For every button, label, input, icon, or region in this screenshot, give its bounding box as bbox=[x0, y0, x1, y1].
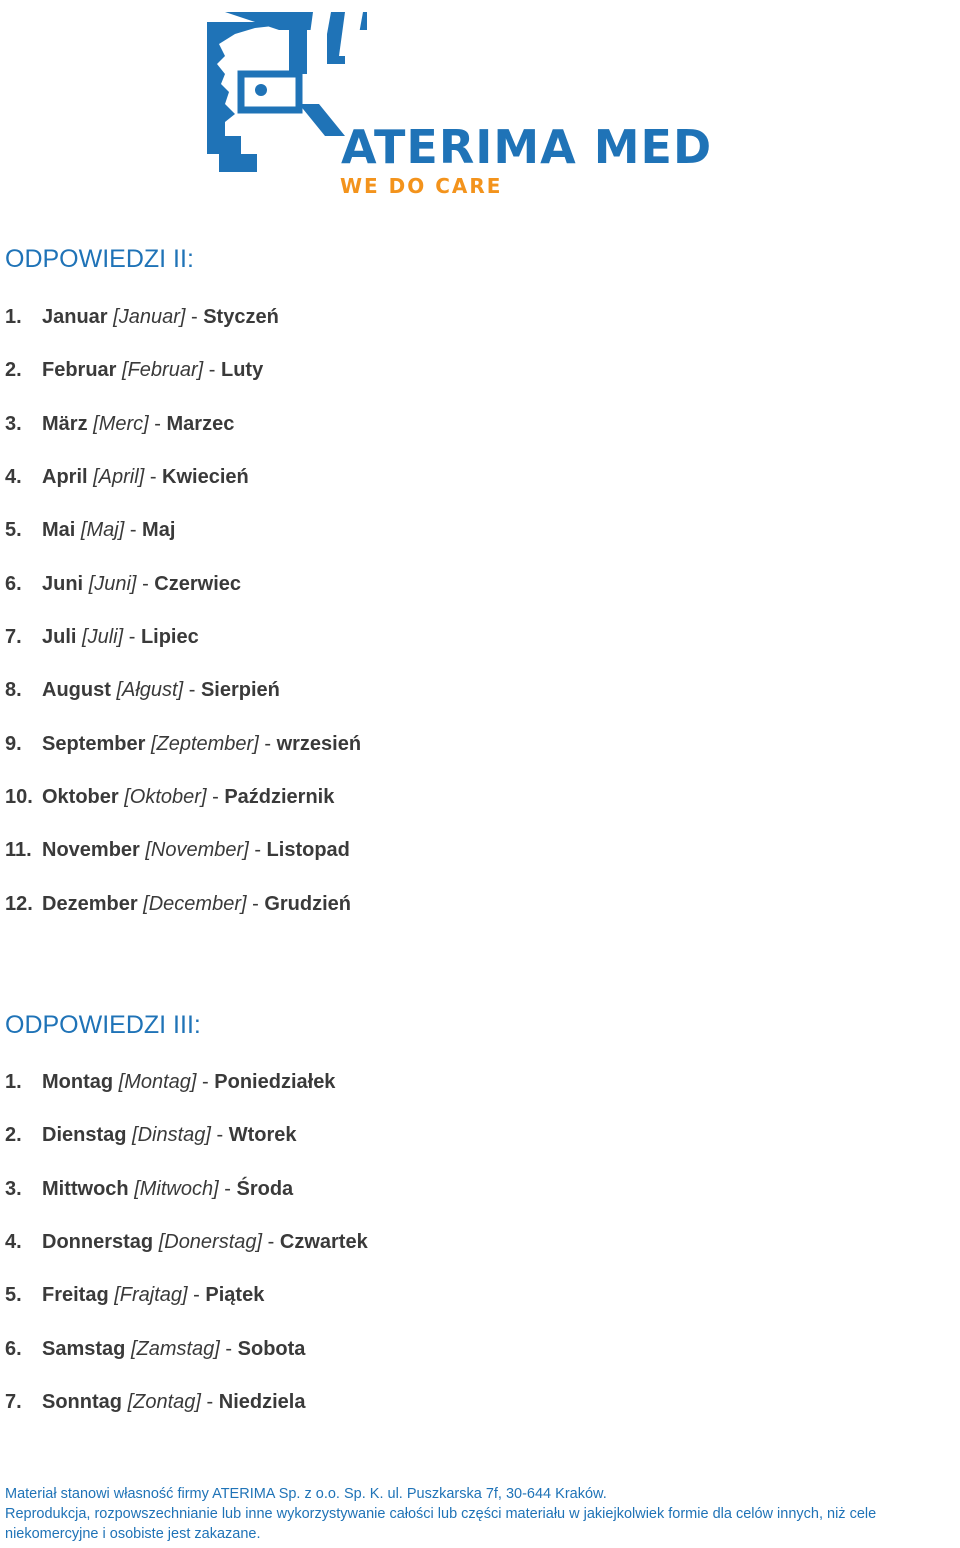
list-item: 5. Mai [Maj] - Maj bbox=[5, 519, 176, 541]
list-item: 11. November [November] - Listopad bbox=[5, 839, 350, 861]
list-item: 4. Donnerstag [Donerstag] - Czwartek bbox=[5, 1231, 368, 1253]
list-item: 2. Dienstag [Dinstag] - Wtorek bbox=[5, 1124, 297, 1146]
list-item: 5. Freitag [Frajtag] - Piątek bbox=[5, 1284, 265, 1306]
list-item: 3. März [Merc] - Marzec bbox=[5, 413, 235, 435]
list-item: 10. Oktober [Oktober] - Październik bbox=[5, 786, 335, 808]
list-item: 3. Mittwoch [Mitwoch] - Środa bbox=[5, 1178, 294, 1200]
list-item: 1. Montag [Montag] - Poniedziałek bbox=[5, 1071, 336, 1093]
list-item: 9. September [Zeptember] - wrzesień bbox=[5, 733, 362, 755]
list-item: 7. Sonntag [Zontag] - Niedziela bbox=[5, 1391, 306, 1413]
list-item: 12. Dezember [December] - Grudzień bbox=[5, 893, 352, 915]
list-item: 6. Samstag [Zamstag] - Sobota bbox=[5, 1338, 306, 1360]
list-item: 1. Januar [Januar] - Styczeń bbox=[5, 306, 279, 328]
list-item: 6. Juni [Juni] - Czerwiec bbox=[5, 573, 242, 595]
list-item: 4. April [April] - Kwiecień bbox=[5, 466, 249, 488]
section-heading-months: ODPOWIEDZI II: bbox=[5, 245, 194, 273]
logo-brand-text: ATERIMA MED bbox=[341, 120, 713, 174]
section-heading-weekdays: ODPOWIEDZI III: bbox=[5, 1011, 201, 1039]
footer-ownership-line: Materiał stanowi własność firmy ATERIMA Sp. z o.o. Sp. K. ul. Puszkarska 7f, 30-644 Kraków. bbox=[5, 1486, 607, 1502]
list-item: 8. August [Ałgust] - Sierpień bbox=[5, 679, 280, 701]
footer-reproduction-notice: Reprodukcja, rozpowszechnianie lub inne wykorzystywanie całości lub części materiału w jakiejkolwiek formie dla celów innych, niż cele niekomercyjne i osobiste jest zakazane. bbox=[5, 1506, 877, 1542]
logo-tagline: WE DO CARE bbox=[340, 174, 503, 198]
company-logo bbox=[195, 4, 775, 200]
list-item: 2. Februar [Februar] - Luty bbox=[5, 359, 264, 381]
list-item: 7. Juli [Juli] - Lipiec bbox=[5, 626, 199, 648]
copyright-footer bbox=[5, 1484, 955, 1544]
